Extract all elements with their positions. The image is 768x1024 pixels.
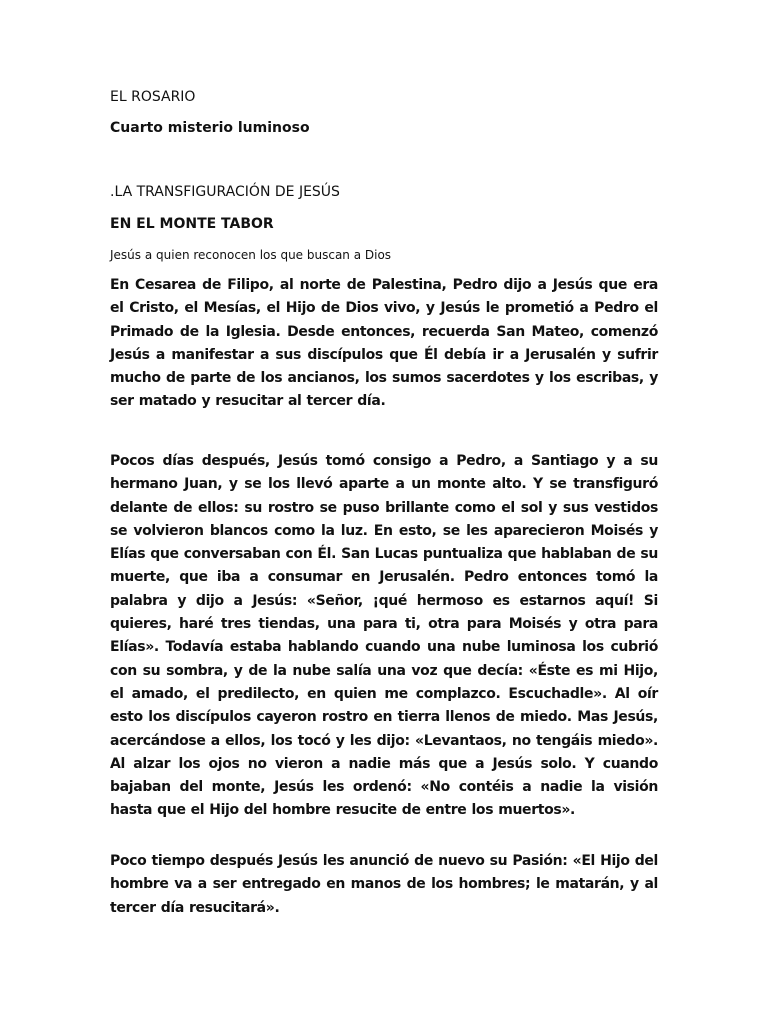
paragraph-3: Poco tiempo después Jesús les anunció de nuevo su Pasión: «El Hijo del hombre va a ser entregado en manos de los hombres; le matarán, y al tercer día resucitará».: [110, 853, 658, 916]
subtitle: Jesús a quien reconocen los que buscan a Dios: [110, 248, 392, 262]
title-line-2: EN EL MONTE TABOR: [110, 216, 274, 232]
document-header: EL ROSARIO: [110, 89, 196, 105]
mystery-title: Cuarto misterio luminoso: [110, 120, 310, 136]
title-line-1: .LA TRANSFIGURACIÓN DE JESÚS: [110, 184, 340, 200]
paragraph-1: En Cesarea de Filipo, al norte de Palestina, Pedro dijo a Jesús que era el Cristo, el Mesías, el Hijo de Dios vivo, y Jesús le prometió a Pedro el Primado de la Iglesia. Desde entonces, recuerda San Mateo, comenzó Jesús a manifestar a sus discípulos que Él debía ir a Jerusalén y sufrir mucho de parte de los ancianos, los sumos sacerdotes y los escribas, y ser matado y resucitar al tercer día.: [110, 277, 658, 410]
paragraph-2: Pocos días después, Jesús tomó consigo a Pedro, a Santiago y a su hermano Juan, y se los llevó aparte a un monte alto. Y se transfiguró delante de ellos: su rostro se puso brillante como el sol y sus vestidos se volvieron blancos como la luz. En esto, se les aparecieron Moisés y Elías que conversaban con Él. San Lucas puntualiza que hablaban de su muerte, que iba a consumar en Jerusalén. Pedro entonces tomó la palabra y dijo a Jesús: «Señor, ¡qué hermoso es estarnos aquí! Si quieres, haré tres tiendas, una para ti, otra para Moisés y otra para Elías». Todavía estaba hablando cuando una nube luminosa los cubrió con su sombra, y de la nube salía una voz que decía: «Éste es mi Hijo, el amado, el predilecto, en quien me complazco. Escuchadle». Al oír esto los discípulos cayeron rostro en tierra llenos de miedo. Mas Jesús, acercándose a ellos, los tocó y les dijo: «Levantaos, no tengáis miedo». Al alzar los ojos no vieron a nadie más que a Jesús solo. Y cuando bajaban del monte, Jesús les ordenó: «No contéis a nadie la visión hasta que el Hijo del hombre resucite de entre los muertos».: [110, 453, 658, 819]
